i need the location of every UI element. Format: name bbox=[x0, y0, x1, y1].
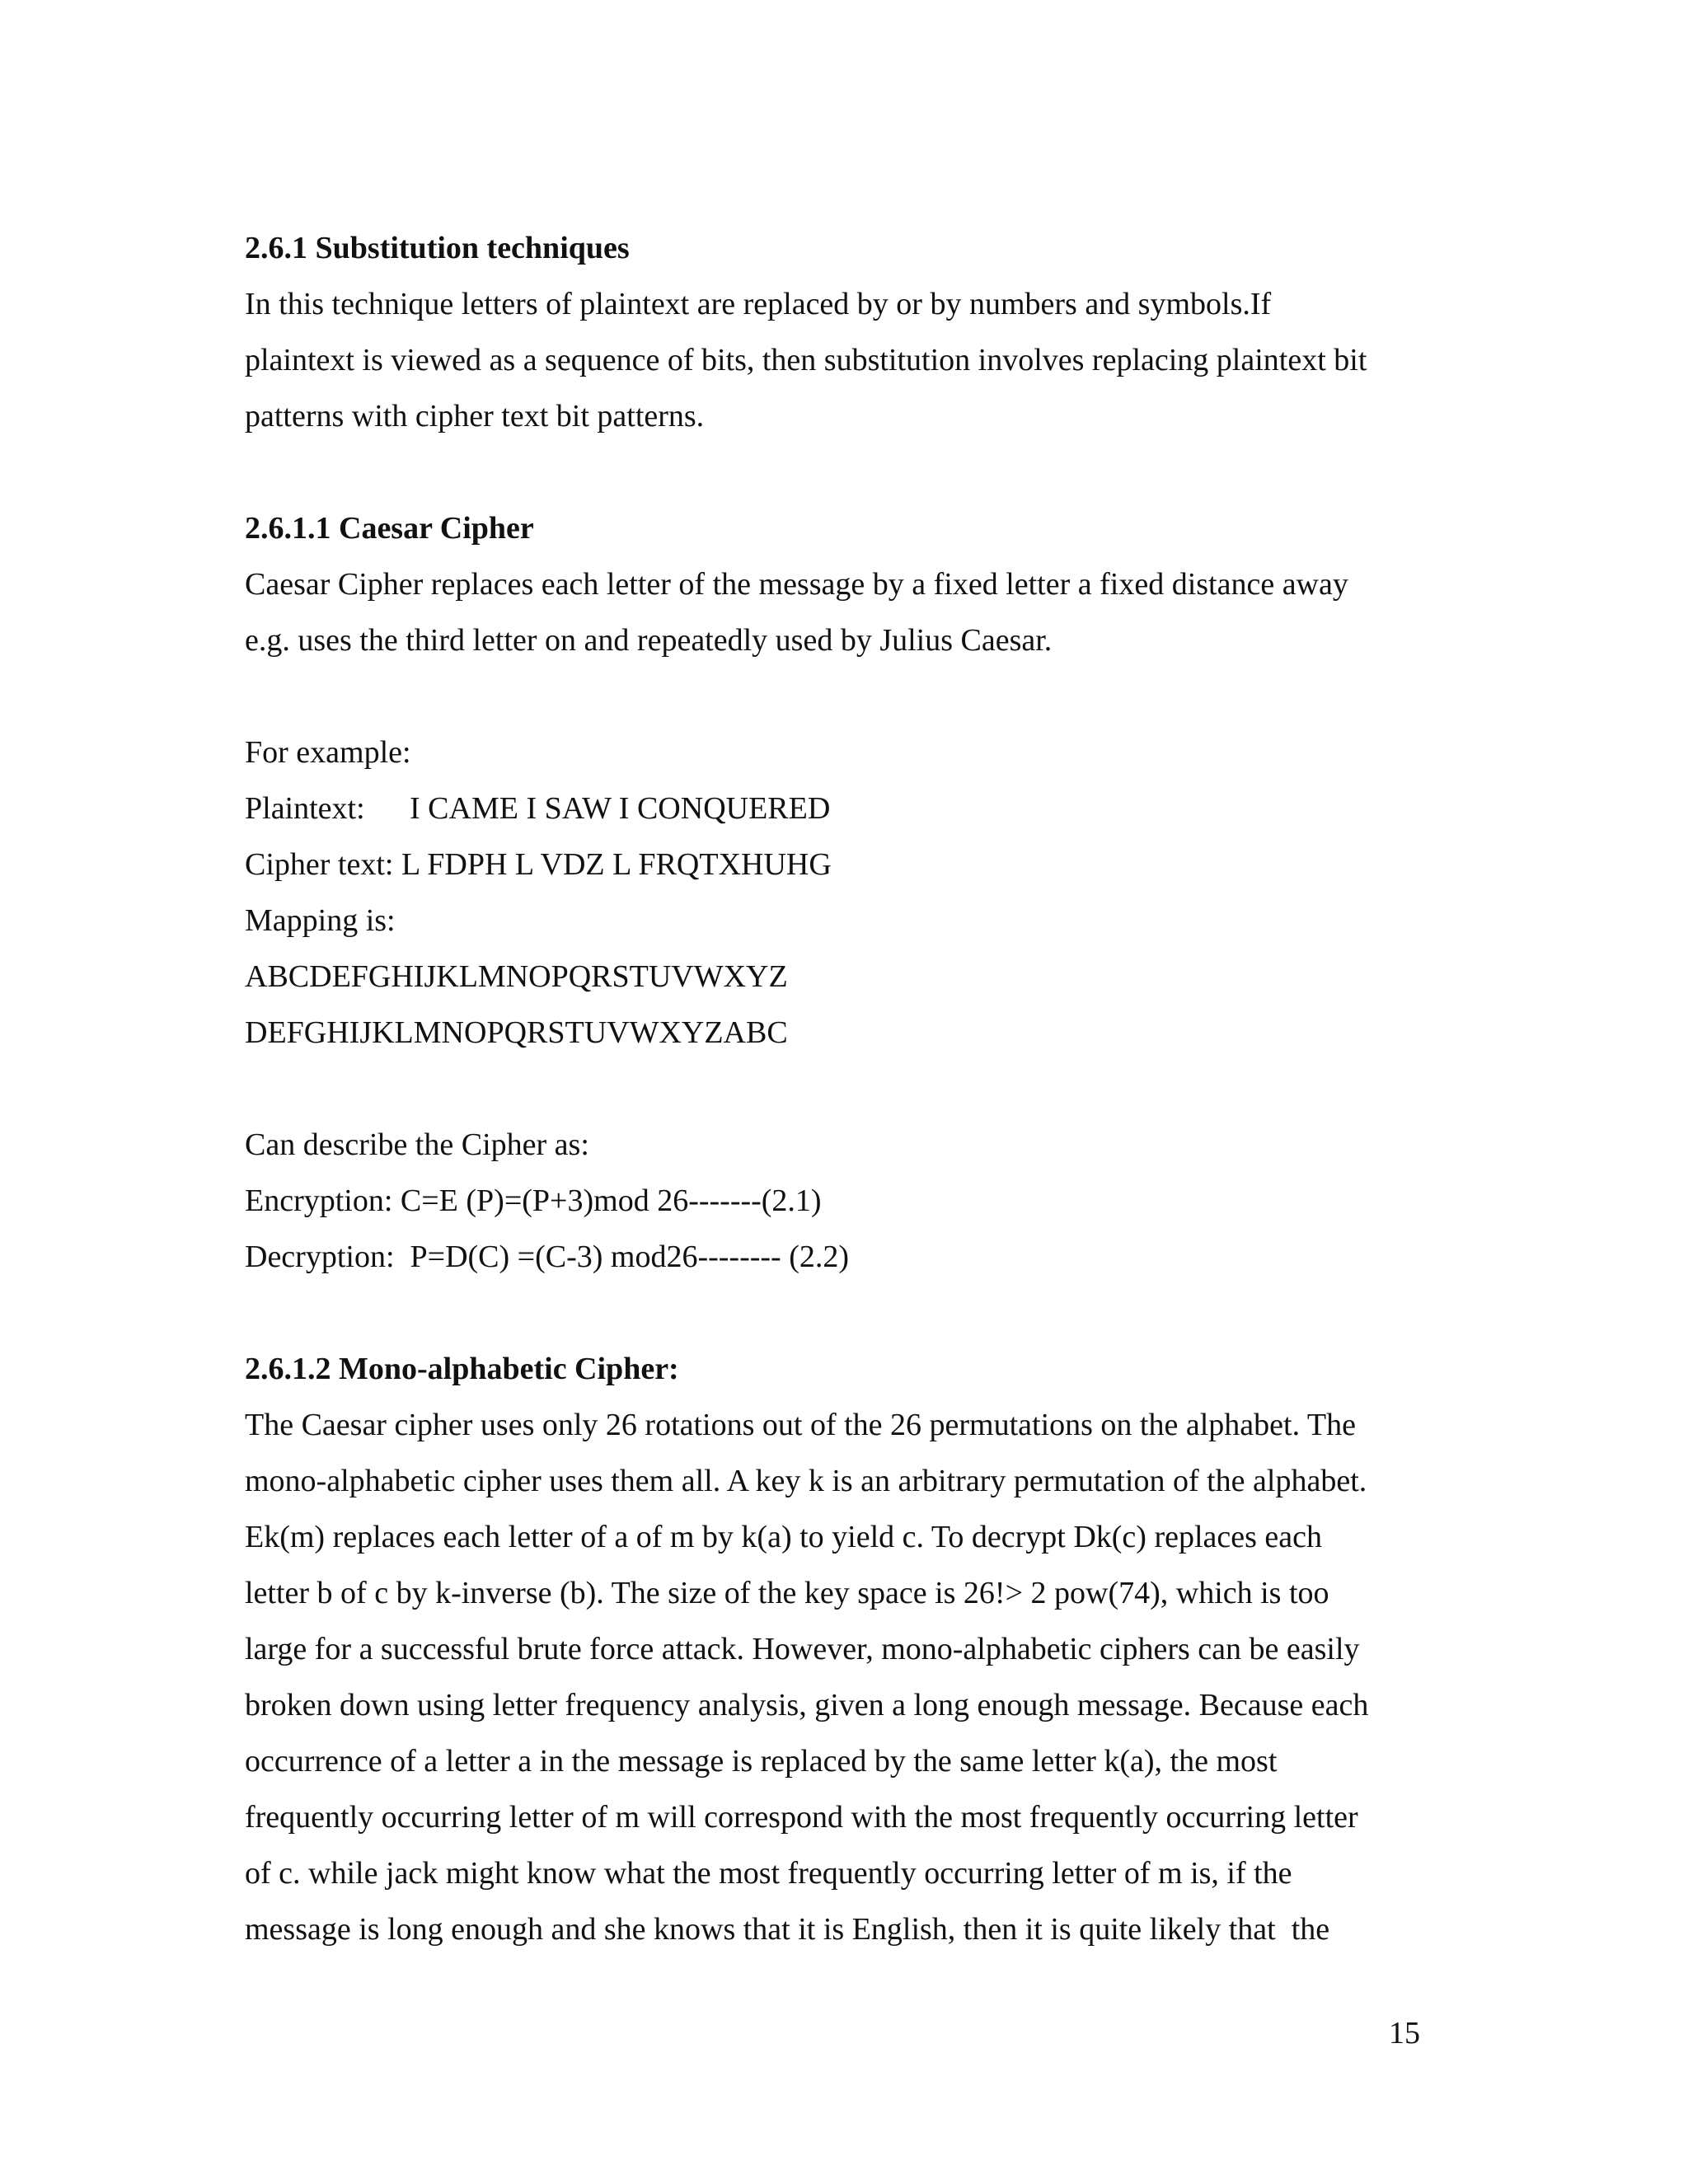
page-number: 15 bbox=[1389, 2016, 1420, 2050]
paragraph-line: broken down using letter frequency analysis, given a long enough message. Because each bbox=[245, 1688, 1369, 1722]
mapping-row-plain: ABCDEFGHIJKLMNOPQRSTUVWXYZ bbox=[245, 959, 788, 994]
paragraph-line: frequently occurring letter of m will correspond with the most frequently occurring letter bbox=[245, 1800, 1358, 1835]
section-heading-2-6-1: 2.6.1 Substitution techniques bbox=[245, 231, 630, 265]
paragraph-line: e.g. uses the third letter on and repeatedly used by Julius Caesar. bbox=[245, 623, 1053, 658]
paragraph-line: Caesar Cipher replaces each letter of the message by a fixed letter a fixed distance away bbox=[245, 567, 1348, 602]
encryption-formula: Encryption: C=E (P)=(P+3)mod 26-------(2.1) bbox=[245, 1183, 822, 1218]
paragraph-line: Ek(m) replaces each letter of a of m by k(a) to yield c. To decrypt Dk(c) replaces each bbox=[245, 1520, 1323, 1554]
paragraph-line: The Caesar cipher uses only 26 rotations out of the 26 permutations on the alphabet. The bbox=[245, 1408, 1356, 1442]
paragraph-line: mono-alphabetic cipher uses them all. A key k is an arbitrary permutation of the alphabet. bbox=[245, 1464, 1367, 1498]
paragraph-line: message is long enough and she knows that it is English, then it is quite likely that the bbox=[245, 1912, 1330, 1947]
paragraph-line: In this technique letters of plaintext are replaced by or by numbers and symbols.If bbox=[245, 287, 1272, 321]
mapping-row-cipher: DEFGHIJKLMNOPQRSTUVWXYZABC bbox=[245, 1015, 788, 1050]
paragraph-line: patterns with cipher text bit patterns. bbox=[245, 399, 705, 434]
ciphertext-line: Cipher text: L FDPH L VDZ L FRQTXHUHG bbox=[245, 847, 832, 882]
describe-line: Can describe the Cipher as: bbox=[245, 1127, 589, 1162]
plaintext-label: Plaintext: bbox=[245, 791, 365, 826]
paragraph-line: occurrence of a letter a in the message is replaced by the same letter k(a), the most bbox=[245, 1744, 1278, 1779]
plaintext-value: I CAME I SAW I CONQUERED bbox=[410, 791, 831, 826]
section-heading-2-6-1-2: 2.6.1.2 Mono-alphabetic Cipher: bbox=[245, 1352, 679, 1386]
paragraph-line: of c. while jack might know what the most frequently occurring letter of m is, if the bbox=[245, 1856, 1292, 1891]
decryption-formula: Decryption: P=D(C) =(C-3) mod26-------- (2.2) bbox=[245, 1240, 850, 1274]
section-heading-2-6-1-1: 2.6.1.1 Caesar Cipher bbox=[245, 511, 534, 546]
paragraph-line: large for a successful brute force attack. However, mono-alphabetic ciphers can be easily bbox=[245, 1632, 1360, 1666]
paragraph-line: letter b of c by k-inverse (b). The size of the key space is 26!> 2 pow(74), which is too bbox=[245, 1576, 1329, 1610]
mapping-label: Mapping is: bbox=[245, 903, 396, 938]
example-intro: For example: bbox=[245, 735, 411, 770]
paragraph-line: plaintext is viewed as a sequence of bits, then substitution involves replacing plaintext bit bbox=[245, 343, 1367, 377]
